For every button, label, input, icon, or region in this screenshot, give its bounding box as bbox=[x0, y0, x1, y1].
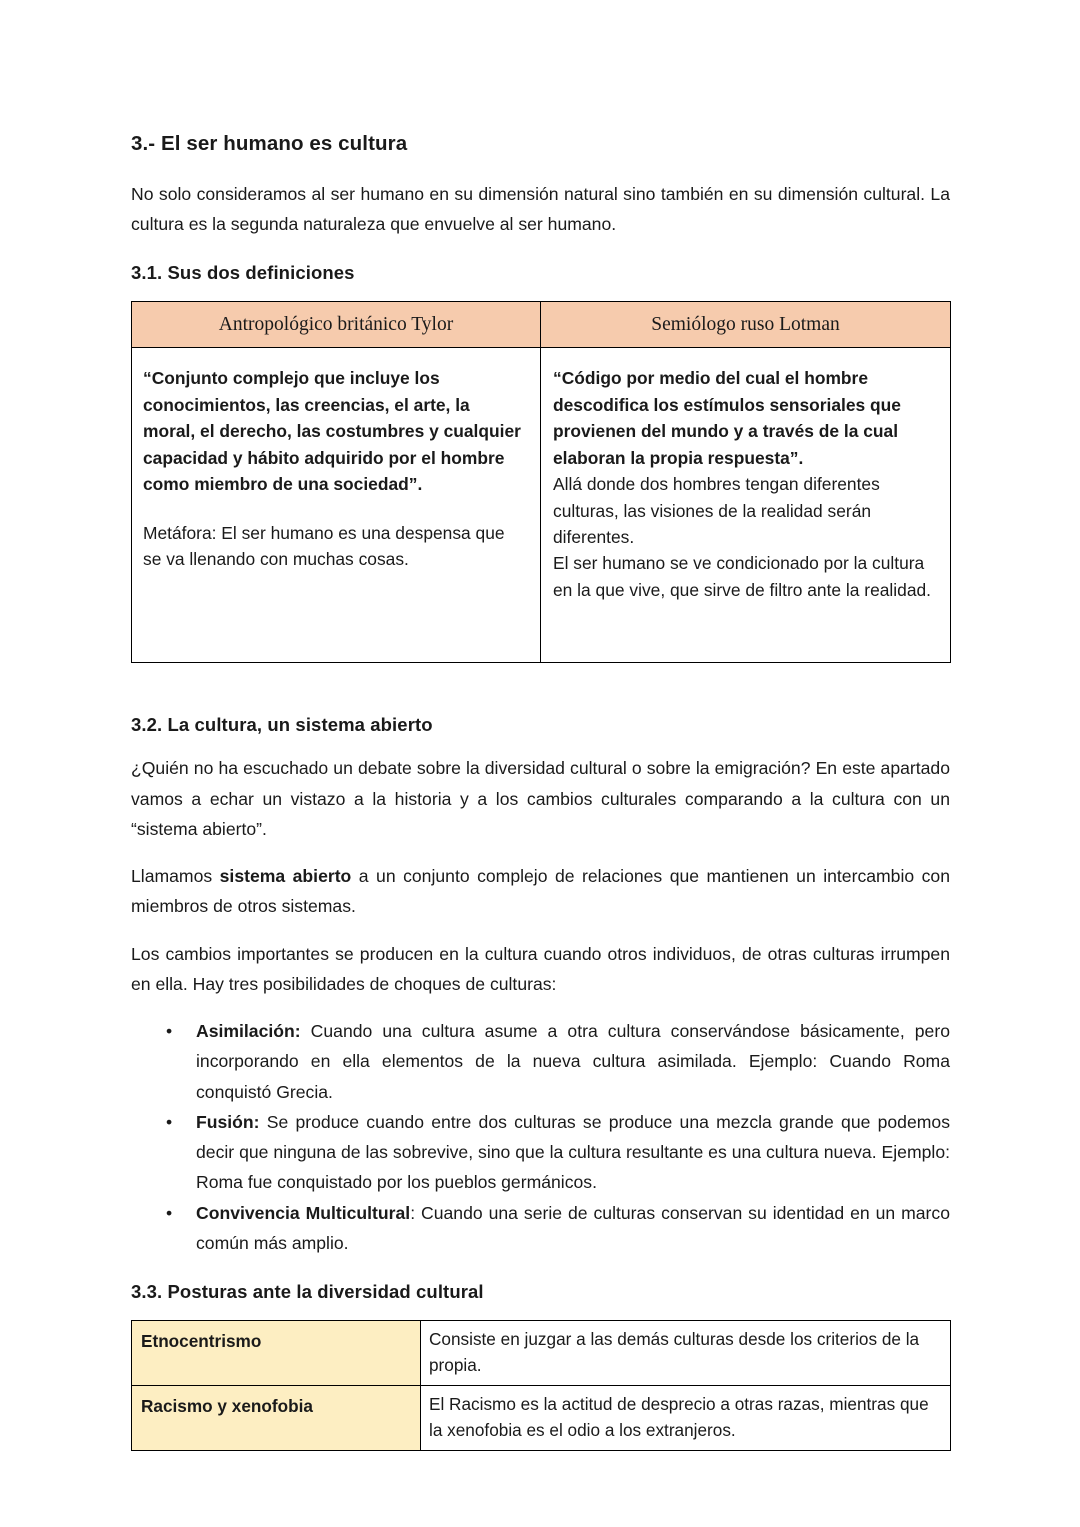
bullet-icon: • bbox=[166, 1111, 173, 1132]
cell-lotman-definition bbox=[541, 348, 951, 663]
heading-3-3: 3.3. Posturas ante la diversidad cultural bbox=[131, 1281, 484, 1303]
paragraph-2-post: a un conjunto complejo de relaciones que mantienen un intercambio con miembros de otros sistemas. bbox=[131, 866, 950, 917]
list-item bbox=[131, 1107, 950, 1198]
cell-spacer bbox=[143, 498, 526, 520]
definitions-table bbox=[131, 301, 951, 663]
list-item-text: : Cuando una serie de culturas conservan su identidad en un marco común más amplio. bbox=[196, 1202, 950, 1253]
bullet-icon: • bbox=[166, 1021, 173, 1042]
lotman-note-2: El ser humano se ve condicionado por la cultura en la que vive, que sirve de filtro ante la realidad. bbox=[553, 553, 931, 600]
cell-tylor-definition bbox=[132, 348, 541, 663]
column-header-lotman: Semiólogo ruso Lotman bbox=[541, 302, 951, 348]
page-title: 3.- El ser humano es cultura bbox=[131, 132, 408, 155]
list-item-term: Asimilación: bbox=[196, 1021, 301, 1042]
list-item-text: Se produce cuando entre dos culturas se produce una mezcla grande que podemos decir que ninguna de las sobrevive, sino que la cultura resultante es una cultura nueva. Ejemplo: Roma fue conquistado por los pueblos germánicos. bbox=[196, 1111, 950, 1193]
posture-term-etnocentrismo: Etnocentrismo bbox=[132, 1321, 421, 1386]
list-item bbox=[131, 1198, 950, 1259]
paragraph-2-pre: Llamamos bbox=[131, 866, 220, 887]
list-item bbox=[131, 1016, 950, 1107]
heading-3-1: 3.1. Sus dos definiciones bbox=[131, 262, 355, 284]
bullet-icon: • bbox=[166, 1202, 173, 1223]
lotman-note-1: Allá donde dos hombres tengan diferentes culturas, las visiones de la realidad serán diferentes. bbox=[553, 474, 880, 547]
culture-clash-list bbox=[131, 1016, 950, 1258]
postures-table bbox=[131, 1320, 951, 1451]
heading-3-2: 3.2. La cultura, un sistema abierto bbox=[131, 714, 433, 736]
paragraph-open-system-1: ¿Quién no ha escuchado un debate sobre la diversidad cultural o sobre la emigración? En este apartado vamos a echar un vistazo a la historia y a los cambios culturales comparando a la cultura con un “sistema abierto”. bbox=[131, 758, 950, 839]
list-item-text: Cuando una cultura asume a otra cultura conservándose básicamente, pero incorporando en ella elementos de la nueva cultura asimilada. Ejemplo: Cuando Roma conquistó Grecia. bbox=[196, 1021, 950, 1102]
column-header-tylor: Antropológico británico Tylor bbox=[132, 302, 541, 348]
posture-term-racismo: Racismo y xenofobia bbox=[132, 1386, 421, 1451]
table-row bbox=[132, 1386, 951, 1451]
posture-description-racismo: El Racismo es la actitud de desprecio a otras razas, mientras que la xenofobia es el odio a los extranjeros. bbox=[421, 1386, 951, 1451]
intro-paragraph: No solo consideramos al ser humano en su dimensión natural sino también en su dimensión cultural. La cultura es la segunda naturaleza que envuelve al ser humano. bbox=[131, 183, 950, 234]
list-item-term: Fusión: bbox=[196, 1111, 260, 1132]
paragraph-open-system-2 bbox=[131, 861, 950, 922]
tylor-quote: “Conjunto complejo que incluye los conocimientos, las creencias, el arte, la moral, el derecho, las costumbres y cualquier capacidad y hábito adquirido por el hombre como miembro de una sociedad”. bbox=[143, 368, 521, 495]
table-row bbox=[132, 348, 951, 663]
section-spacer bbox=[131, 663, 950, 691]
posture-description-etnocentrismo: Consiste en juzgar a las demás culturas desde los criterios de la propia. bbox=[421, 1321, 951, 1386]
table-header-row bbox=[132, 302, 951, 348]
lotman-quote: “Código por medio del cual el hombre descodifica los estímulos sensoriales que provienen del mundo y a través de la cual elaboran la propia respuesta”. bbox=[553, 368, 901, 468]
tylor-metaphor: Metáfora: El ser humano es una despensa que se va llenando con muchas cosas. bbox=[143, 522, 505, 569]
paragraph-2-bold-term: sistema abierto bbox=[219, 866, 352, 887]
paragraph-culture-changes: Los cambios importantes se producen en la cultura cuando otros individuos, de otras culturas irrumpen en ella. Hay tres posibilidades de choques de culturas: bbox=[131, 943, 950, 994]
list-item-term: Convivencia Multicultural bbox=[196, 1202, 411, 1223]
table-row bbox=[132, 1321, 951, 1386]
